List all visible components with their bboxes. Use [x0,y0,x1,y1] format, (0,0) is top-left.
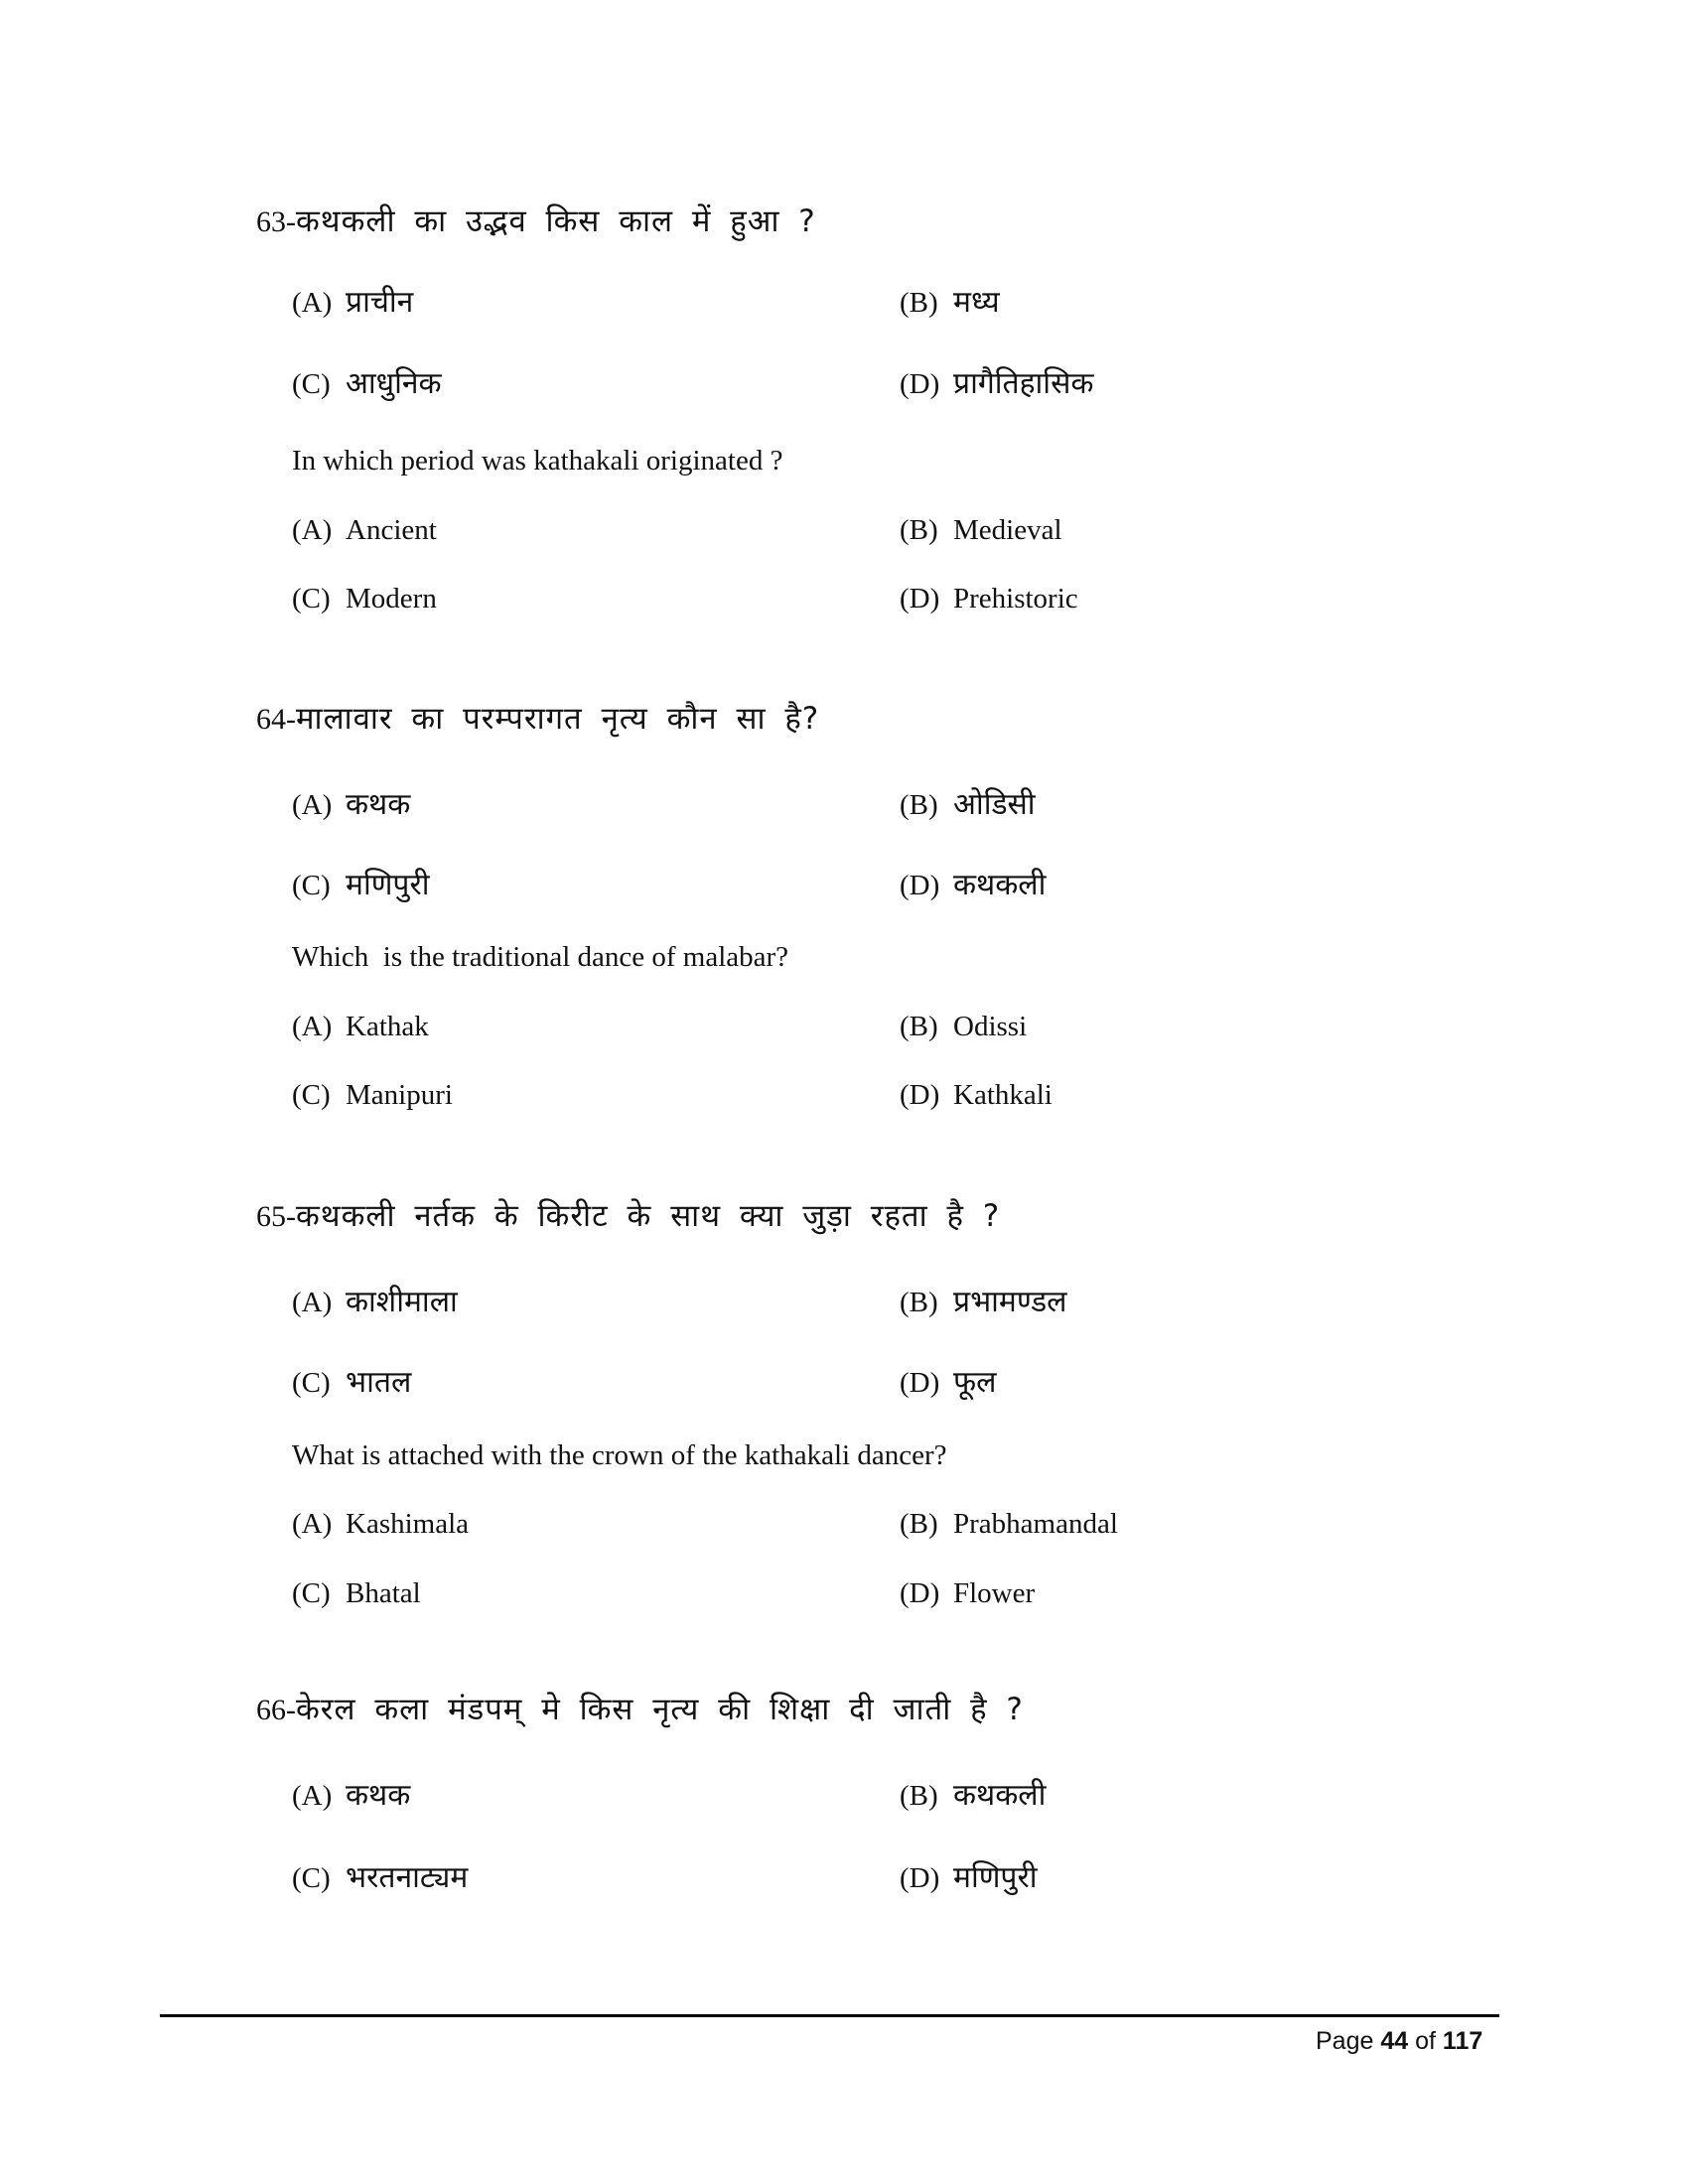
option-text: कथक [346,1778,411,1813]
option-label: (D) [900,368,940,400]
option-label: (C) [292,1862,331,1894]
option-label: (D) [900,583,940,614]
option-c [292,1365,412,1400]
question-64-english: Which is the traditional dance of malabar? [292,941,789,973]
option-text: Modern [346,583,437,614]
option-label: (B) [900,287,938,319]
option-c [292,1579,421,1608]
option-label: (C) [292,1079,331,1111]
option-text: Ancient [346,514,437,546]
option-a [292,285,414,320]
option-label: (C) [292,870,331,901]
option-d [900,1579,1035,1608]
option-label: (A) [292,1287,333,1318]
option-b [900,1013,1027,1041]
total-pages: 117 [1442,2027,1483,2055]
option-label: (A) [292,1508,333,1540]
option-label: (D) [900,1079,940,1111]
option-d [900,1081,1053,1110]
option-text: मणिपुरी [346,868,430,902]
option-a [292,1510,469,1539]
option-text: प्रभामण्डल [953,1285,1067,1319]
option-label: (B) [900,789,938,821]
question-65-hindi [256,1198,1001,1234]
option-d [900,1860,1038,1895]
option-d [900,868,1047,902]
question-text: मालावार का परम्परागत नृत्य कौन सा है? [296,701,820,737]
option-text: Odissi [953,1011,1028,1042]
option-label: (B) [900,514,938,546]
option-text: Medieval [953,514,1062,546]
option-text: मणिपुरी [953,1860,1038,1895]
option-a [292,1778,411,1813]
option-label: (C) [292,368,331,400]
option-a [292,1285,458,1319]
option-text: मध्य [953,285,1000,320]
option-b [900,1778,1047,1813]
question-number: 66- [256,1694,296,1726]
option-text: भातल [346,1365,412,1400]
question-number: 65- [256,1200,296,1233]
option-b [900,516,1062,545]
page-number [1316,2027,1482,2056]
footer-divider [160,2014,1499,2017]
question-63-english: In which period was kathakali originated ? [292,445,783,477]
option-text: कथकली [953,868,1047,902]
option-b [900,787,1036,822]
option-label: (C) [292,1577,331,1609]
option-text: Kashimala [346,1508,470,1540]
option-label: (B) [900,1780,938,1812]
option-text: काशीमाला [346,1285,458,1319]
page-prefix: Page [1316,2027,1374,2055]
question-65-english: What is attached with the crown of the kathakali dancer? [292,1439,947,1471]
option-a [292,516,437,545]
option-text: Prabhamandal [953,1508,1118,1540]
option-c [292,1860,469,1895]
option-d [900,585,1078,614]
option-d [900,366,1094,401]
question-number: 64- [256,703,296,736]
option-text: प्रागैतिहासिक [953,366,1094,401]
option-label: (D) [900,870,940,901]
question-64-hindi [256,701,820,737]
option-text: भरतनाट्यम [346,1860,469,1895]
page-separator: of [1415,2027,1436,2055]
option-text: Bhatal [346,1577,421,1609]
option-text: ओडिसी [953,787,1036,822]
option-c [292,585,437,614]
option-text: Manipuri [346,1079,453,1111]
option-a [292,787,411,822]
option-text: आधुनिक [346,366,442,401]
option-label: (A) [292,1780,333,1812]
option-text: Prehistoric [953,583,1078,614]
option-d [900,1365,997,1400]
option-label: (D) [900,1862,940,1894]
option-text: कथक [346,787,411,822]
option-label: (B) [900,1508,938,1540]
current-page: 44 [1380,2027,1409,2055]
question-63-hindi [256,206,816,237]
question-number: 63- [256,205,296,238]
question-text: केरल कला मंडपम् मे किस नृत्य की शिक्षा दी जाती है ? [296,1692,1024,1727]
option-b [900,1510,1118,1539]
option-label: (C) [292,1367,331,1399]
option-label: (D) [900,1367,940,1399]
option-label: (A) [292,514,333,546]
option-label: (A) [292,1011,333,1042]
option-b [900,285,1000,320]
option-a [292,1013,429,1041]
option-label: (B) [900,1011,938,1042]
option-text: प्राचीन [346,285,414,320]
option-label: (D) [900,1577,940,1609]
option-text: फूल [953,1365,997,1400]
option-label: (B) [900,1287,938,1318]
option-c [292,868,430,902]
question-text: कथकली का उद्भव किस काल में हुआ ? [296,204,816,239]
question-text: कथकली नर्तक के किरीट के साथ क्या जुड़ा रहता है ? [296,1198,1001,1234]
option-label: (A) [292,789,333,821]
option-label: (C) [292,583,331,614]
option-text: Kathak [346,1011,429,1042]
option-text: Kathkali [953,1079,1053,1111]
option-c [292,1081,453,1110]
option-b [900,1285,1067,1319]
option-c [292,366,442,401]
option-text: Flower [953,1577,1036,1609]
option-label: (A) [292,287,333,319]
option-text: कथकली [953,1778,1047,1813]
question-66-hindi [256,1692,1024,1727]
